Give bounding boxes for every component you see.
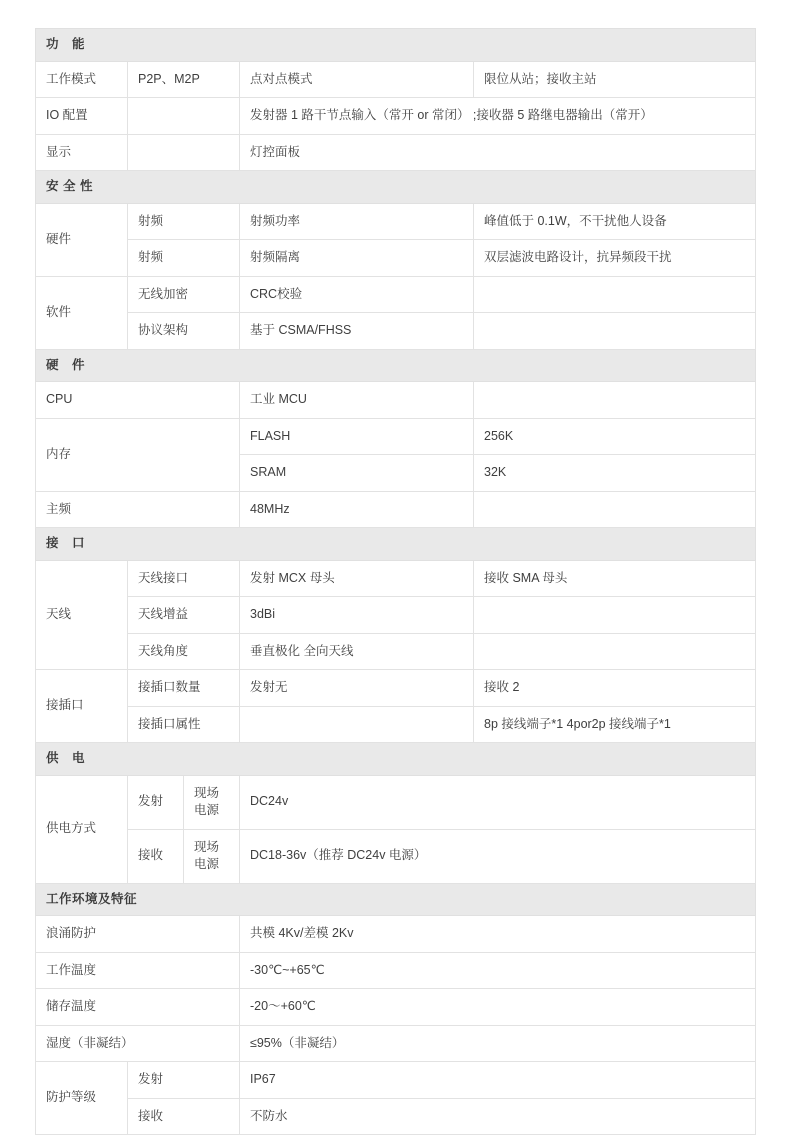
- table-row: [36, 134, 756, 171]
- table-row: [36, 1025, 756, 1062]
- table-cell: 灯控面板: [240, 134, 756, 171]
- section-title: 供 电: [36, 743, 756, 776]
- table-cell: 共模 4Kv/差模 2Kv: [240, 916, 756, 953]
- table-cell: 天线接口: [128, 560, 240, 597]
- table-cell: 工业 MCU: [240, 382, 474, 419]
- table-row: [36, 952, 756, 989]
- table-cell: SRAM: [240, 455, 474, 492]
- table-cell: 32K: [474, 455, 756, 492]
- table-row: [36, 61, 756, 98]
- section-title: 接 口: [36, 528, 756, 561]
- table-cell: CRC校验: [240, 276, 474, 313]
- table-cell: 点对点模式: [240, 61, 474, 98]
- table-cell: 显示: [36, 134, 128, 171]
- table-cell: 工作温度: [36, 952, 240, 989]
- table-cell: 主频: [36, 491, 240, 528]
- table-cell: [474, 382, 756, 419]
- section-title: 功 能: [36, 29, 756, 62]
- table-cell: 协议架构: [128, 313, 240, 350]
- table-cell: 天线角度: [128, 633, 240, 670]
- table-cell: IO 配置: [36, 98, 128, 135]
- table-cell: 峰值低于 0.1W，不干扰他人设备: [474, 203, 756, 240]
- section-title: 硬 件: [36, 349, 756, 382]
- table-row: [36, 491, 756, 528]
- table-row: [36, 418, 756, 455]
- table-row: [36, 276, 756, 313]
- table-row: [36, 670, 756, 707]
- table-cell: 浪涌防护: [36, 916, 240, 953]
- table-cell: 接收: [128, 1098, 240, 1135]
- table-cell: 射频: [128, 203, 240, 240]
- table-cell: [128, 134, 240, 171]
- table-cell: 湿度（非凝结）: [36, 1025, 240, 1062]
- table-cell: DC18-36v（推荐 DC24v 电源）: [240, 829, 756, 883]
- table-cell: 射频隔离: [240, 240, 474, 277]
- table-cell: [474, 491, 756, 528]
- table-cell: [128, 98, 240, 135]
- table-row: [36, 706, 756, 743]
- table-cell: 无线加密: [128, 276, 240, 313]
- table-row: [36, 1062, 756, 1099]
- table-cell: P2P、M2P: [128, 61, 240, 98]
- table-cell: [474, 633, 756, 670]
- table-cell: 内存: [36, 418, 240, 491]
- table-cell: CPU: [36, 382, 240, 419]
- table-cell: 接插口: [36, 670, 128, 743]
- section-header-row: [36, 29, 756, 62]
- table-cell: 发射: [128, 1062, 240, 1099]
- table-cell: 发射无: [240, 670, 474, 707]
- table-row: [36, 1098, 756, 1135]
- table-row: [36, 597, 756, 634]
- table-cell: 射频功率: [240, 203, 474, 240]
- table-cell: 8p 接线端子*1 4por2p 接线端子*1: [474, 706, 756, 743]
- table-cell: ≤95%（非凝结）: [240, 1025, 756, 1062]
- section-title: 工作环境及特征: [36, 883, 756, 916]
- specification-table: [35, 28, 756, 1135]
- table-cell: FLASH: [240, 418, 474, 455]
- table-body: [36, 29, 756, 1135]
- table-cell: 不防水: [240, 1098, 756, 1135]
- table-row: [36, 382, 756, 419]
- table-cell: 发射: [128, 775, 184, 829]
- table-row: [36, 916, 756, 953]
- table-cell: 基于 CSMA/FHSS: [240, 313, 474, 350]
- table-cell: 天线增益: [128, 597, 240, 634]
- table-cell: [474, 276, 756, 313]
- section-header-row: [36, 883, 756, 916]
- section-header-row: [36, 349, 756, 382]
- table-cell: 供电方式: [36, 775, 128, 883]
- table-cell: 接插口数量: [128, 670, 240, 707]
- table-cell: 接插口属性: [128, 706, 240, 743]
- section-header-row: [36, 743, 756, 776]
- table-cell: -30℃~+65℃: [240, 952, 756, 989]
- table-row: [36, 633, 756, 670]
- table-cell: 限位从站；接收主站: [474, 61, 756, 98]
- table-row: [36, 775, 756, 829]
- table-row: [36, 560, 756, 597]
- table-cell: 发射 MCX 母头: [240, 560, 474, 597]
- table-cell: 储存温度: [36, 989, 240, 1026]
- section-header-row: [36, 528, 756, 561]
- table-cell: 射频: [128, 240, 240, 277]
- table-cell: 接收 2: [474, 670, 756, 707]
- table-cell: 双层滤波电路设计，抗异频段干扰: [474, 240, 756, 277]
- table-cell: 接收: [128, 829, 184, 883]
- table-cell: [240, 706, 474, 743]
- table-cell: 软件: [36, 276, 128, 349]
- section-header-row: [36, 171, 756, 204]
- table-cell: 现场电源: [184, 829, 240, 883]
- table-row: [36, 98, 756, 135]
- table-row: [36, 989, 756, 1026]
- table-cell: 3dBi: [240, 597, 474, 634]
- table-cell: 现场电源: [184, 775, 240, 829]
- table-cell: [474, 313, 756, 350]
- table-cell: 工作模式: [36, 61, 128, 98]
- table-cell: 天线: [36, 560, 128, 670]
- table-row: [36, 240, 756, 277]
- table-row: [36, 203, 756, 240]
- table-cell: 防护等级: [36, 1062, 128, 1135]
- table-cell: DC24v: [240, 775, 756, 829]
- table-cell: 256K: [474, 418, 756, 455]
- table-cell: IP67: [240, 1062, 756, 1099]
- table-row: [36, 313, 756, 350]
- table-cell: 接收 SMA 母头: [474, 560, 756, 597]
- table-cell: 硬件: [36, 203, 128, 276]
- table-cell: -20～+60℃: [240, 989, 756, 1026]
- table-row: [36, 829, 756, 883]
- table-cell: [474, 597, 756, 634]
- section-title: 安 全 性: [36, 171, 756, 204]
- table-cell: 48MHz: [240, 491, 474, 528]
- table-cell: 垂直极化 全向天线: [240, 633, 474, 670]
- table-cell: 发射器 1 路干节点输入（常开 or 常闭） ;接收器 5 路继电器输出（常开）: [240, 98, 756, 135]
